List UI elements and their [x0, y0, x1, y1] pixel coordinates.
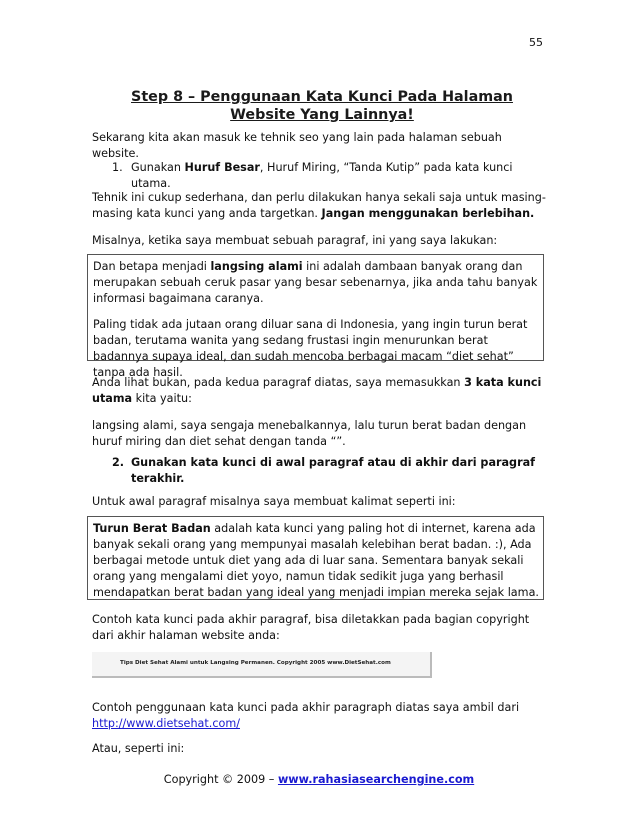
langsing-paragraph: langsing alami, saya sengaja menebalkannya, lalu turun berat badan dengan huruf miring dan diet sehat dengan tanda “”.	[92, 419, 527, 448]
list-number-1: 1.	[112, 161, 123, 174]
box2-text: adalah kata kunci yang paling hot di internet, karena ada banyak sekali orang yang mempunyai masalah kelebihan berat badan. :), Ada berbagai metode untuk diet yang ada di luar sana. Sementara banyak sekali orang yang mengalami diet yoyo, namun tidak sedikit juga yang berhasil mendapatkan berat badan yang ideal yang menjadi impian mereka sejak lama.	[93, 522, 539, 599]
box1-p1-bold: langsing alami	[210, 260, 303, 273]
awal-paragraph: Untuk awal paragraf misalnya saya membuat kalimat seperti ini:	[92, 495, 456, 508]
title-line-1: Step 8 – Penggunaan Kata Kunci Pada Halaman	[131, 89, 513, 105]
lihat-bold: 3 kata kunci utama	[92, 376, 542, 405]
contoh-paragraph-2	[92, 700, 547, 732]
example-box-2	[87, 516, 544, 600]
tehnik-paragraph	[92, 190, 547, 222]
lihat-pre: Anda lihat bukan, pada kedua paragraf diatas, saya memasukkan	[92, 376, 465, 389]
footer-text: Copyright © 2009 –	[163, 773, 278, 786]
intro-paragraph: Sekarang kita akan masuk ke tehnik seo yang lain pada halaman sebuah website.	[92, 131, 502, 160]
box2-paragraph	[93, 521, 543, 601]
page-number: 55	[529, 36, 543, 49]
lihat-paragraph	[92, 375, 547, 407]
list-item-1	[112, 160, 542, 192]
title-line-2: Website Yang Lainnya!	[230, 107, 414, 123]
box1-paragraph-1	[93, 259, 543, 307]
list-1-text-bold: Huruf Besar	[184, 161, 260, 174]
list-1-text-pre: Gunakan	[131, 161, 185, 174]
box2-bold: Turun Berat Badan	[93, 522, 211, 535]
contoh-paragraph-1: Contoh kata kunci pada akhir paragraf, bisa diletakkan pada bagian copyright dari akhir halaman website anda:	[92, 613, 530, 642]
tehnik-bold: Jangan menggunakan berlebihan.	[321, 207, 535, 220]
dietsehat-link[interactable]: http://www.dietsehat.com/	[92, 717, 240, 730]
list-2-text: Gunakan kata kunci di awal paragraf atau di akhir dari paragraf terakhir.	[131, 456, 536, 485]
tehnik-text: Tehnik ini cukup sederhana, dan perlu dilakukan hanya sekali saja untuk masing-masing kata kunci yang anda targetkan.	[92, 191, 546, 220]
copyright-banner-image	[92, 652, 432, 678]
box1-paragraph-2: Paling tidak ada jutaan orang diluar sana di Indonesia, yang ingin turun berat badan, terutama wanita yang sedang frustasi ingin menurunkan berat badannya supaya ideal, dan sudah mencoba berbagai macam “diet sehat” tanpa ada hasil.	[93, 318, 528, 379]
page-footer	[0, 773, 638, 786]
example-box-1	[87, 254, 544, 379]
list-1-text-post: , Huruf Miring, “Tanda Kutip” pada kata kunci utama.	[131, 161, 513, 190]
lihat-post: kita yaitu:	[132, 392, 192, 405]
list-item-2	[112, 455, 542, 487]
banner-text: Tips Diet Sehat Alami untuk Langsing Permanen. Copyright 2005 www.DietSehat.com	[120, 660, 391, 666]
page-title	[92, 88, 552, 124]
atau-paragraph: Atau, seperti ini:	[92, 742, 185, 755]
contoh-2-text: Contoh penggunaan kata kunci pada akhir paragraph diatas saya ambil dari	[92, 701, 520, 714]
box1-p1-post: ini adalah dambaan banyak orang dan merupakan sebuah ceruk pasar yang besar sebenarnya, jika anda tahu banyak informasi bagaimana caranya.	[93, 260, 538, 305]
misalnya-paragraph: Misalnya, ketika saya membuat sebuah paragraf, ini yang saya lakukan:	[92, 234, 498, 247]
box1-p1-pre: Dan betapa menjadi	[93, 260, 211, 273]
footer-link[interactable]: www.rahasiasearchengine.com	[277, 773, 475, 786]
list-number-2: 2.	[112, 456, 125, 469]
